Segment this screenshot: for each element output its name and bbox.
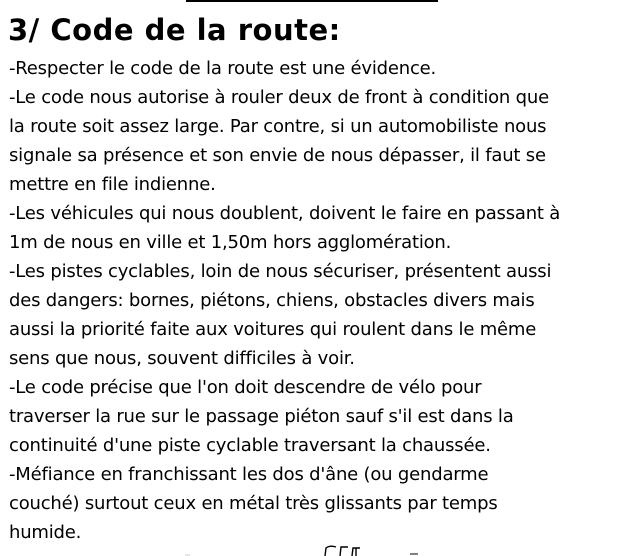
text-line: humide. (9, 522, 82, 543)
text-line: -Les véhicules qui nous doublent, doivent le faire en passant à (9, 203, 561, 224)
text-line: couché) surtout ceux en métal très glissants par temps (9, 493, 498, 514)
paragraph-speed-bumps (9, 460, 629, 547)
paragraph-passing-distance (9, 199, 629, 257)
paragraph-code-evidence (9, 54, 629, 83)
text-line: signale sa présence et son envie de nous dépasser, il faut se (9, 145, 546, 166)
text-line: 1m de nous en ville et 1,50m hors agglomération. (9, 232, 452, 253)
paragraph-crosswalk (9, 373, 629, 460)
paragraph-riding-two-abreast (9, 83, 629, 199)
section-title: 3/ Code de la route: (8, 13, 341, 47)
section-body (9, 54, 629, 547)
text-line: traverser la rue sur le passage piéton sauf s'il est dans la (9, 406, 514, 427)
text-line: aussi la priorité faite aux voitures qui roulent dans le même (9, 319, 537, 340)
text-line: mettre en file indienne. (9, 174, 216, 195)
text-line: -Respecter le code de la route est une évidence. (9, 58, 437, 79)
paragraph-bike-lanes (9, 257, 629, 373)
text-line: -Le code nous autorise à rouler deux de front à condition que (9, 87, 549, 108)
text-line: -Les pistes cyclables, loin de nous sécuriser, présentent aussi (9, 261, 552, 282)
cut-off-next-line-fragment (0, 540, 635, 556)
text-line: -Méfiance en franchissant les dos d'âne (ou gendarme (9, 464, 489, 485)
text-line: des dangers: bornes, piétons, chiens, obstacles divers mais (9, 290, 535, 311)
text-line: sens que nous, souvent difficiles à voir. (9, 348, 355, 369)
top-divider-line (186, 0, 438, 2)
text-line: la route soit assez large. Par contre, si un automobiliste nous (9, 116, 547, 137)
text-line: continuité d'une piste cyclable traversant la chaussée. (9, 435, 491, 456)
text-line: -Le code précise que l'on doit descendre de vélo pour (9, 377, 482, 398)
